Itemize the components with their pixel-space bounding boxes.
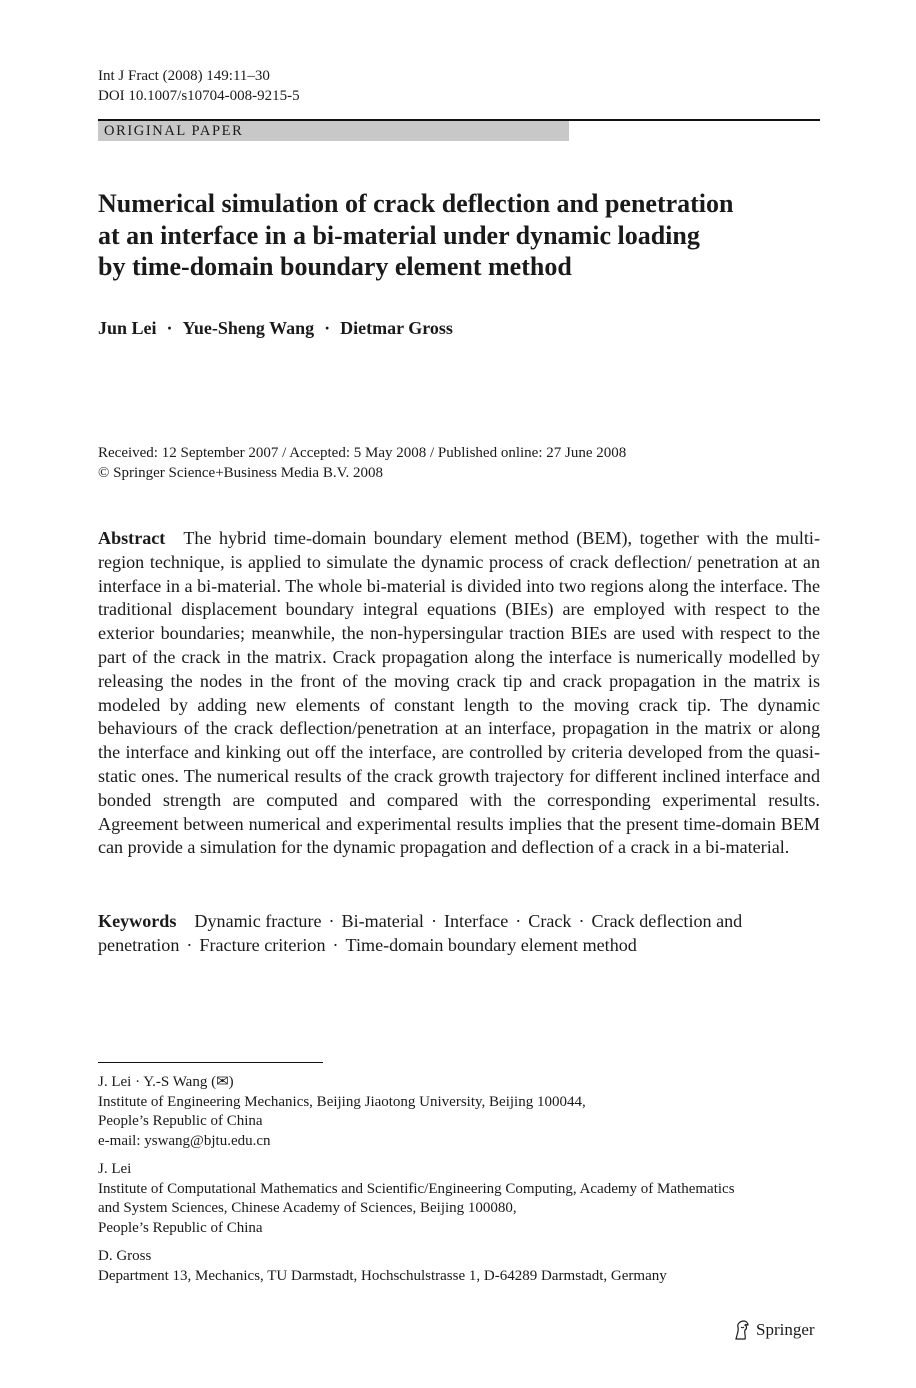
affiliation-line: J. Lei · Y.-S Wang (✉) (98, 1074, 234, 1090)
keyword: Fracture criterion (199, 935, 326, 955)
affiliation-line: Institute of Engineering Mechanics, Beijing Jiaotong University, Beijing 100044, (98, 1093, 586, 1110)
author-separator: · (166, 318, 173, 338)
affiliation-block (98, 1073, 820, 1151)
affiliation-line: Institute of Computational Mathematics and Scientific/Engineering Computing, Academy of Mathematics (98, 1180, 735, 1197)
affiliation-line: People’s Republic of China (98, 1113, 263, 1129)
title-line: at an interface in a bi-material under dynamic loading (98, 220, 700, 250)
keywords-label: Keywords (98, 911, 177, 931)
affiliation-line: People’s Republic of China (98, 1219, 263, 1236)
affiliation-line: and System Sciences, Chinese Academy of Sciences, Beijing 100080, (98, 1200, 517, 1216)
abstract-label: Abstract (98, 528, 166, 548)
keyword-separator: · (328, 911, 335, 931)
keyword-separator: · (186, 935, 193, 955)
keywords (98, 909, 820, 957)
affiliation-block (98, 1247, 820, 1286)
affiliation-line: Department 13, Mechanics, TU Darmstadt, Hochschulstrasse 1, D-64289 Darmstadt, Germany (98, 1267, 667, 1284)
affiliation-block (98, 1160, 820, 1238)
keyword-separator: · (515, 911, 522, 931)
title-line: by time-domain boundary element method (98, 252, 572, 281)
keyword: Interface (443, 911, 509, 931)
journal-line: Int J Fract (2008) 149:11–30 (98, 68, 270, 84)
springer-horse-icon (732, 1319, 752, 1341)
doi-line: DOI 10.1007/s10704-008-9215-5 (98, 88, 300, 104)
keyword: Dynamic fracture (194, 911, 322, 931)
author-name: Yue-Sheng Wang (182, 318, 315, 338)
footnote-rule (98, 1062, 323, 1063)
keyword-separator: · (578, 911, 585, 931)
section-label: ORIGINAL PAPER (98, 121, 569, 141)
publisher-name: Springer (756, 1320, 815, 1339)
publication-dates (98, 444, 626, 483)
affiliation-line: J. Lei (98, 1161, 132, 1177)
abstract (98, 527, 820, 860)
author-separator: · (324, 318, 331, 338)
keyword-separator: · (430, 911, 437, 931)
keyword-separator: · (332, 935, 339, 955)
publisher-logo (732, 1318, 815, 1342)
author-list (98, 316, 453, 340)
keyword: Time-domain boundary element method (345, 935, 637, 955)
keyword: Bi-material (341, 911, 424, 931)
paper-title (98, 188, 798, 283)
abstract-text: The hybrid time-domain boundary element method (BEM), together with the multi-region technique, is applied to simulate the dynamic process of crack deflection/ penetration at an interface in a bi-material. The whole bi-material is divided into two regions along the interface. The traditional displacement boundary integral equations (BIEs) are employed with respect to the exterior boundaries; meanwhile, the non-hypersingular traction BIEs are used with respect to the part of the crack in the matrix. Crack propagation along the interface is numerically modelled by releasing the nodes in the front of the moving crack tip and crack propagation in the matrix is modeled by adding new elements of constant length to the moving crack tip. The dynamic behaviours of the crack deflection/penetration at an interface, propagation in the matrix or along the interface and kinking out off the interface, are controlled by criteria developed from the quasi-static ones. The numerical results of the crack growth trajectory for different inclined interface and bonded strength are computed and compared with the corresponding experimental results. Agreement between numerical and experimental results implies that the present time-domain BEM can provide a simulation for the dynamic propagation and deflection of a crack in a bi-material. (98, 528, 820, 858)
dates-line: Received: 12 September 2007 / Accepted: 5 May 2008 / Published online: 27 June 2008 (98, 445, 627, 461)
keyword: Crack deflection and penetration (98, 911, 743, 955)
affiliation-line: D. Gross (98, 1248, 152, 1264)
copyright-line: © Springer Science+Business Media B.V. 2008 (98, 464, 383, 481)
email-line: e-mail: yswang@bjtu.edu.cn (98, 1132, 271, 1149)
title-line: Numerical simulation of crack deflection and penetration (98, 189, 734, 218)
author-name: Jun Lei (98, 318, 157, 338)
keyword: Crack (528, 911, 572, 931)
author-name: Dietmar Gross (340, 318, 453, 338)
journal-citation (98, 66, 300, 106)
